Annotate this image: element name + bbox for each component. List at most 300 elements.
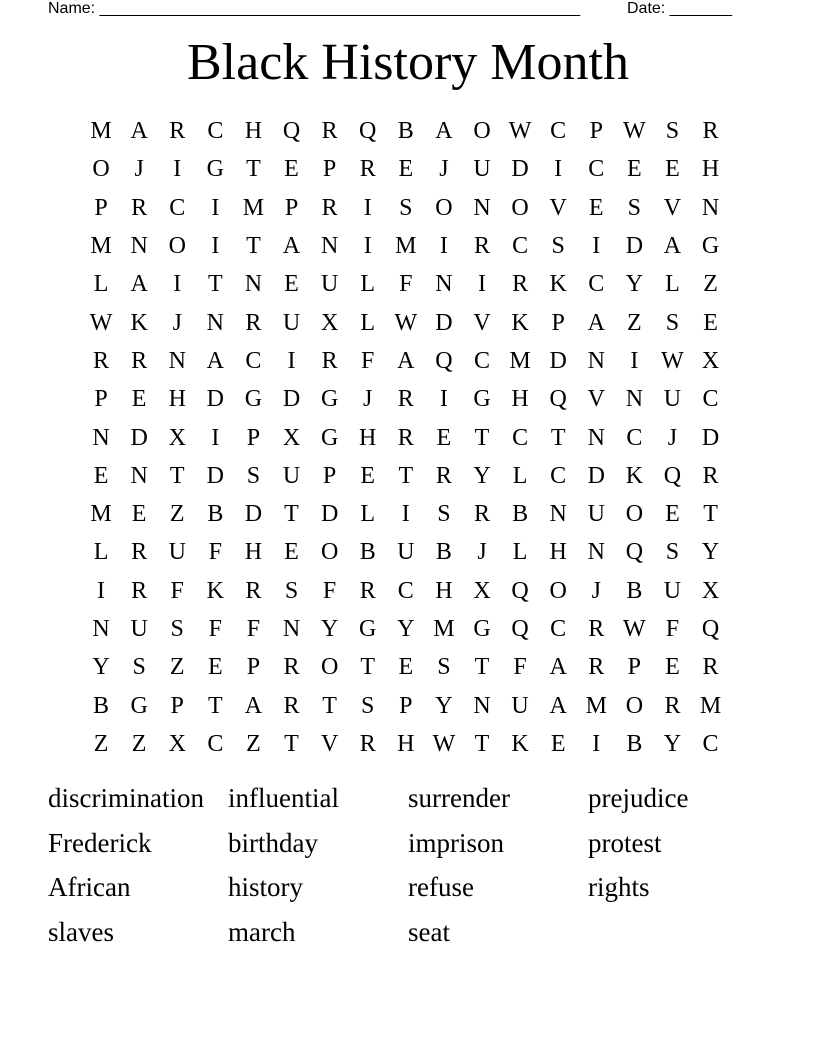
grid-letter: T bbox=[207, 271, 223, 298]
grid-letter: I bbox=[287, 347, 296, 374]
grid-letter: B bbox=[207, 501, 224, 528]
grid-letter: E bbox=[284, 271, 299, 298]
grid-letter: A bbox=[397, 347, 415, 374]
grid-letter: T bbox=[322, 692, 337, 719]
grid-row bbox=[82, 418, 732, 456]
grid-letter: J bbox=[591, 577, 601, 604]
grid-letter: O bbox=[625, 692, 644, 719]
grid-letter: Q bbox=[511, 577, 529, 604]
grid-letter: R bbox=[283, 654, 300, 681]
grid-letter: S bbox=[170, 616, 184, 642]
grid-letter: D bbox=[206, 386, 224, 413]
grid-letter: X bbox=[168, 424, 186, 451]
grid-letter: A bbox=[282, 233, 301, 260]
grid-letter: I bbox=[630, 347, 639, 374]
word-bank-item: Frederick bbox=[48, 827, 152, 858]
grid-letter: N bbox=[92, 616, 110, 642]
grid-letter: Z bbox=[703, 271, 718, 298]
grid-letter: B bbox=[93, 692, 110, 719]
grid-letter: G bbox=[701, 233, 720, 260]
grid-letter: O bbox=[320, 539, 339, 566]
grid-letter: G bbox=[206, 156, 224, 183]
grid-letter: M bbox=[90, 118, 112, 145]
grid-letter: Q bbox=[625, 539, 644, 566]
grid-letter: J bbox=[134, 156, 144, 183]
grid-letter: C bbox=[473, 347, 490, 374]
word-search-grid bbox=[82, 112, 732, 763]
grid-letter: C bbox=[245, 347, 262, 374]
grid-letter: X bbox=[168, 730, 186, 757]
grid-letter: S bbox=[132, 654, 146, 681]
grid-letter: O bbox=[549, 577, 567, 604]
grid-letter: K bbox=[130, 309, 148, 336]
grid-letter: G bbox=[320, 424, 339, 451]
word-bank-item: history bbox=[228, 872, 304, 903]
grid-letter: R bbox=[245, 577, 262, 604]
grid-letter: C bbox=[512, 424, 529, 451]
grid-letter: P bbox=[399, 692, 413, 719]
grid-letter: L bbox=[93, 539, 109, 566]
grid-letter: N bbox=[435, 271, 453, 298]
grid-letter: E bbox=[360, 462, 376, 489]
grid-letter: L bbox=[512, 539, 528, 566]
grid-letter: N bbox=[587, 347, 605, 374]
grid-letter: D bbox=[206, 462, 224, 489]
grid-row bbox=[82, 380, 732, 418]
grid-letter: C bbox=[626, 424, 643, 451]
grid-letter: B bbox=[397, 118, 414, 145]
grid-letter: R bbox=[664, 692, 681, 719]
grid-letter: Z bbox=[169, 654, 185, 681]
grid-letter: I bbox=[363, 194, 372, 221]
grid-letter: I bbox=[211, 424, 220, 451]
grid-letter: P bbox=[322, 462, 337, 489]
grid-row bbox=[82, 303, 732, 341]
grid-letter: R bbox=[131, 577, 148, 604]
date-field[interactable]: Date: _______ bbox=[627, 0, 732, 17]
grid-row bbox=[82, 227, 732, 265]
grid-letter: O bbox=[511, 194, 529, 221]
grid-letter: I bbox=[173, 271, 182, 298]
grid-letter: L bbox=[360, 309, 376, 336]
grid-letter: E bbox=[665, 156, 680, 183]
grid-letter: X bbox=[320, 309, 339, 336]
grid-letter: Q bbox=[282, 118, 301, 145]
grid-letter: I bbox=[439, 386, 448, 413]
word-bank-item: seat bbox=[408, 917, 450, 948]
page-title: Black History Month bbox=[187, 34, 629, 91]
grid-letter: S bbox=[665, 118, 680, 145]
grid-letter: W bbox=[508, 118, 532, 145]
grid-letter: K bbox=[206, 577, 224, 604]
word-bank-item: slaves bbox=[48, 917, 114, 948]
grid-letter: R bbox=[512, 271, 529, 298]
grid-letter: R bbox=[397, 386, 414, 413]
word-bank-item: African bbox=[48, 872, 131, 903]
grid-letter: I bbox=[173, 156, 182, 183]
grid-letter: U bbox=[397, 539, 415, 566]
grid-letter: U bbox=[473, 156, 491, 183]
grid-letter: S bbox=[361, 692, 375, 719]
grid-letter: F bbox=[361, 347, 375, 374]
grid-letter: Z bbox=[627, 309, 642, 336]
grid-letter: N bbox=[549, 501, 567, 528]
word-bank-item: prejudice bbox=[588, 783, 689, 813]
grid-letter: Z bbox=[169, 501, 185, 528]
grid-letter: A bbox=[587, 309, 605, 336]
grid-letter: M bbox=[699, 692, 722, 719]
grid-letter: I bbox=[401, 501, 410, 528]
grid-letter: R bbox=[321, 194, 338, 221]
grid-letter: T bbox=[398, 462, 414, 489]
grid-letter: N bbox=[130, 233, 148, 260]
grid-letter: S bbox=[284, 577, 299, 604]
word-bank-item: rights bbox=[588, 872, 650, 903]
grid-letter: S bbox=[437, 501, 451, 528]
grid-letter: F bbox=[322, 577, 337, 604]
grid-row bbox=[82, 495, 732, 533]
grid-letter: F bbox=[208, 539, 222, 566]
grid-letter: C bbox=[397, 577, 414, 604]
grid-letter: Q bbox=[549, 386, 567, 413]
grid-letter: O bbox=[625, 501, 644, 528]
grid-letter: M bbox=[90, 501, 112, 528]
grid-letter: T bbox=[169, 462, 185, 489]
grid-letter: F bbox=[399, 271, 413, 298]
grid-letter: T bbox=[550, 424, 566, 451]
grid-letter: H bbox=[701, 156, 720, 183]
grid-letter: G bbox=[244, 386, 263, 413]
grid-letter: N bbox=[244, 271, 263, 298]
grid-letter: R bbox=[702, 462, 719, 489]
grid-letter: R bbox=[473, 233, 490, 260]
word-bank-item: surrender bbox=[408, 783, 510, 813]
grid-letter: X bbox=[701, 577, 720, 604]
grid-row bbox=[82, 533, 732, 571]
grid-letter: I bbox=[211, 194, 220, 221]
grid-letter: B bbox=[359, 539, 376, 566]
grid-letter: R bbox=[245, 309, 262, 336]
grid-letter: I bbox=[592, 233, 601, 260]
grid-letter: H bbox=[359, 424, 377, 451]
grid-letter: L bbox=[665, 271, 680, 298]
grid-row bbox=[82, 112, 732, 150]
grid-letter: J bbox=[172, 309, 182, 336]
grid-letter: A bbox=[130, 271, 148, 298]
grid-letter: J bbox=[667, 424, 678, 451]
grid-letter: D bbox=[130, 424, 148, 451]
grid-letter: Q bbox=[701, 616, 720, 642]
grid-letter: M bbox=[509, 347, 531, 374]
grid-row bbox=[82, 265, 732, 303]
grid-letter: A bbox=[206, 347, 224, 374]
grid-letter: Z bbox=[131, 730, 147, 757]
grid-letter: N bbox=[320, 233, 339, 260]
grid-letter: T bbox=[474, 654, 490, 681]
name-field[interactable]: Name: ______________________________________________________ bbox=[48, 0, 581, 17]
word-bank-item: birthday bbox=[228, 827, 318, 858]
grid-letter: G bbox=[130, 692, 148, 719]
grid-letter: I bbox=[363, 233, 372, 260]
grid-letter: J bbox=[439, 156, 449, 183]
grid-letter: F bbox=[246, 616, 261, 642]
grid-letter: K bbox=[549, 271, 567, 298]
grid-letter: K bbox=[511, 730, 529, 757]
grid-letter: N bbox=[587, 424, 605, 451]
grid-letter: F bbox=[665, 616, 680, 642]
grid-letter: Y bbox=[397, 616, 415, 642]
grid-letter: T bbox=[474, 730, 490, 757]
grid-letter: M bbox=[395, 233, 417, 260]
grid-letter: A bbox=[663, 233, 682, 260]
grid-letter: S bbox=[246, 462, 261, 489]
grid-letter: F bbox=[513, 654, 527, 681]
header bbox=[48, 0, 748, 20]
grid-letter: W bbox=[432, 730, 456, 757]
grid-letter: C bbox=[588, 156, 605, 183]
grid-letter: P bbox=[589, 118, 603, 145]
grid-letter: E bbox=[398, 156, 414, 183]
grid-letter: T bbox=[703, 501, 718, 528]
grid-row bbox=[82, 572, 732, 610]
grid-letter: V bbox=[587, 386, 605, 413]
grid-letter: N bbox=[473, 194, 491, 221]
grid-letter: H bbox=[397, 730, 415, 757]
grid-letter: S bbox=[665, 539, 680, 566]
grid-letter: D bbox=[282, 386, 301, 413]
grid-letter: Q bbox=[511, 616, 529, 642]
grid-letter: W bbox=[623, 118, 646, 145]
grid-letter: R bbox=[321, 118, 338, 145]
grid-letter: X bbox=[473, 577, 491, 604]
grid-row bbox=[82, 342, 732, 380]
grid-letter: T bbox=[474, 424, 490, 451]
grid-letter: X bbox=[701, 347, 720, 374]
grid-letter: P bbox=[94, 194, 108, 221]
grid-letter: P bbox=[94, 386, 108, 413]
grid-letter: Y bbox=[92, 654, 110, 681]
grid-row bbox=[82, 457, 732, 495]
grid-letter: U bbox=[282, 309, 301, 336]
grid-letter: Y bbox=[701, 539, 720, 566]
grid-row bbox=[82, 610, 732, 648]
grid-letter: R bbox=[321, 347, 338, 374]
grid-row bbox=[82, 189, 732, 227]
grid-letter: M bbox=[90, 233, 112, 260]
grid-letter: D bbox=[549, 347, 567, 374]
grid-letter: A bbox=[549, 692, 567, 719]
grid-letter: R bbox=[283, 692, 300, 719]
grid-letter: R bbox=[588, 616, 605, 642]
grid-row bbox=[82, 648, 732, 686]
grid-letter: G bbox=[359, 616, 377, 642]
grid-letter: T bbox=[360, 654, 376, 681]
grid-letter: V bbox=[473, 309, 491, 336]
grid-letter: J bbox=[363, 386, 373, 413]
grid-letter: P bbox=[551, 309, 565, 336]
grid-letter: E bbox=[665, 654, 680, 681]
grid-letter: N bbox=[168, 347, 186, 374]
grid-letter: V bbox=[320, 730, 339, 757]
grid-row bbox=[82, 686, 732, 724]
grid-letter: I bbox=[592, 730, 601, 757]
grid-letter: H bbox=[244, 539, 263, 566]
grid-letter: C bbox=[169, 194, 186, 221]
grid-letter: C bbox=[702, 730, 719, 757]
grid-letter: E bbox=[627, 156, 642, 183]
grid-letter: E bbox=[703, 309, 718, 336]
grid-letter: E bbox=[284, 156, 299, 183]
grid-letter: N bbox=[92, 424, 110, 451]
grid-letter: Y bbox=[625, 271, 644, 298]
grid-letter: I bbox=[439, 233, 448, 260]
grid-letter: R bbox=[131, 539, 148, 566]
grid-letter: F bbox=[170, 577, 184, 604]
grid-letter: R bbox=[131, 347, 148, 374]
grid-letter: C bbox=[550, 462, 567, 489]
grid-letter: B bbox=[512, 501, 529, 528]
grid-letter: T bbox=[246, 233, 261, 260]
grid-letter: N bbox=[473, 692, 491, 719]
word-bank-item: march bbox=[228, 917, 296, 948]
grid-letter: O bbox=[92, 156, 110, 183]
grid-letter: L bbox=[360, 271, 376, 298]
grid-letter: S bbox=[665, 309, 680, 336]
word-bank-item: discrimination bbox=[48, 783, 204, 813]
grid-letter: G bbox=[473, 616, 491, 642]
grid-letter: U bbox=[663, 577, 682, 604]
grid-letter: R bbox=[359, 730, 376, 757]
grid-letter: N bbox=[701, 194, 720, 221]
grid-row bbox=[82, 150, 732, 188]
grid-letter: J bbox=[477, 539, 487, 566]
grid-letter: C bbox=[512, 233, 529, 260]
grid-letter: E bbox=[588, 194, 604, 221]
grid-letter: C bbox=[550, 616, 567, 642]
grid-letter: S bbox=[399, 194, 413, 221]
grid-letter: W bbox=[623, 616, 646, 642]
grid-letter: Y bbox=[435, 692, 453, 719]
grid-letter: I bbox=[97, 577, 106, 604]
word-bank-item: imprison bbox=[408, 827, 505, 858]
grid-letter: D bbox=[511, 156, 529, 183]
grid-letter: P bbox=[170, 692, 184, 719]
grid-letter: N bbox=[206, 309, 224, 336]
grid-letter: E bbox=[93, 462, 109, 489]
grid-letter: E bbox=[131, 501, 147, 528]
grid-letter: Y bbox=[663, 730, 682, 757]
grid-letter: R bbox=[131, 194, 148, 221]
grid-letter: U bbox=[511, 692, 529, 719]
grid-letter: D bbox=[625, 233, 644, 260]
grid-letter: T bbox=[246, 156, 261, 183]
grid-letter: U bbox=[587, 501, 605, 528]
grid-letter: F bbox=[208, 616, 222, 642]
grid-letter: R bbox=[359, 577, 376, 604]
grid-letter: L bbox=[512, 462, 528, 489]
grid-row bbox=[82, 725, 732, 763]
word-bank bbox=[48, 778, 768, 957]
grid-letter: A bbox=[549, 654, 567, 681]
grid-letter: R bbox=[702, 654, 719, 681]
grid-letter: D bbox=[320, 501, 339, 528]
grid-letter: L bbox=[93, 271, 109, 298]
grid-letter: H bbox=[168, 386, 186, 413]
grid-letter: U bbox=[320, 271, 339, 298]
grid-letter: U bbox=[282, 462, 301, 489]
grid-letter: S bbox=[437, 654, 451, 681]
grid-letter: C bbox=[207, 730, 224, 757]
grid-letter: C bbox=[702, 386, 719, 413]
grid-letter: E bbox=[665, 501, 680, 528]
grid-letter: I bbox=[477, 271, 486, 298]
grid-letter: G bbox=[473, 386, 491, 413]
grid-letter: P bbox=[246, 654, 261, 681]
grid-letter: E bbox=[131, 386, 147, 413]
grid-letter: Z bbox=[246, 730, 261, 757]
grid-letter: H bbox=[435, 577, 453, 604]
grid-letter: D bbox=[587, 462, 605, 489]
grid-letter: S bbox=[551, 233, 565, 260]
grid-letter: E bbox=[207, 654, 223, 681]
grid-letter: W bbox=[661, 347, 684, 374]
grid-letter: O bbox=[473, 118, 491, 145]
grid-letter: R bbox=[702, 118, 719, 145]
grid-letter: O bbox=[435, 194, 453, 221]
grid-letter: I bbox=[554, 156, 563, 183]
grid-letter: M bbox=[433, 616, 455, 642]
grid-letter: E bbox=[436, 424, 452, 451]
word-bank-item: refuse bbox=[408, 872, 474, 903]
grid-letter: I bbox=[211, 233, 220, 260]
grid-letter: P bbox=[246, 424, 261, 451]
grid-letter: C bbox=[550, 118, 567, 145]
grid-letter: Q bbox=[359, 118, 377, 145]
grid-letter: Y bbox=[320, 616, 339, 642]
grid-letter: O bbox=[168, 233, 186, 260]
word-bank-item: protest bbox=[588, 827, 662, 858]
grid-letter: Z bbox=[93, 730, 109, 757]
grid-letter: H bbox=[511, 386, 529, 413]
grid-letter: T bbox=[207, 692, 223, 719]
grid-letter: P bbox=[284, 194, 299, 221]
grid-letter: R bbox=[588, 654, 605, 681]
grid-letter: M bbox=[242, 194, 265, 221]
grid-letter: V bbox=[549, 194, 567, 221]
grid-letter: H bbox=[549, 539, 567, 566]
grid-letter: C bbox=[588, 271, 605, 298]
grid-letter: Y bbox=[473, 462, 491, 489]
grid-letter: Q bbox=[435, 347, 453, 374]
grid-letter: A bbox=[435, 118, 453, 145]
grid-letter: U bbox=[168, 539, 186, 566]
grid-letter: L bbox=[360, 501, 376, 528]
grid-letter: B bbox=[626, 730, 643, 757]
grid-letter: E bbox=[284, 539, 299, 566]
grid-letter: M bbox=[585, 692, 607, 719]
grid-letter: X bbox=[282, 424, 301, 451]
grid-letter: N bbox=[130, 462, 148, 489]
grid-letter: U bbox=[663, 386, 682, 413]
grid-letter: D bbox=[701, 424, 720, 451]
grid-letter: V bbox=[663, 194, 682, 221]
grid-letter: P bbox=[627, 654, 642, 681]
grid-letter: R bbox=[435, 462, 452, 489]
grid-letter: D bbox=[435, 309, 453, 336]
grid-letter: K bbox=[511, 309, 529, 336]
grid-letter: H bbox=[244, 118, 263, 145]
grid-letter: W bbox=[394, 309, 418, 336]
